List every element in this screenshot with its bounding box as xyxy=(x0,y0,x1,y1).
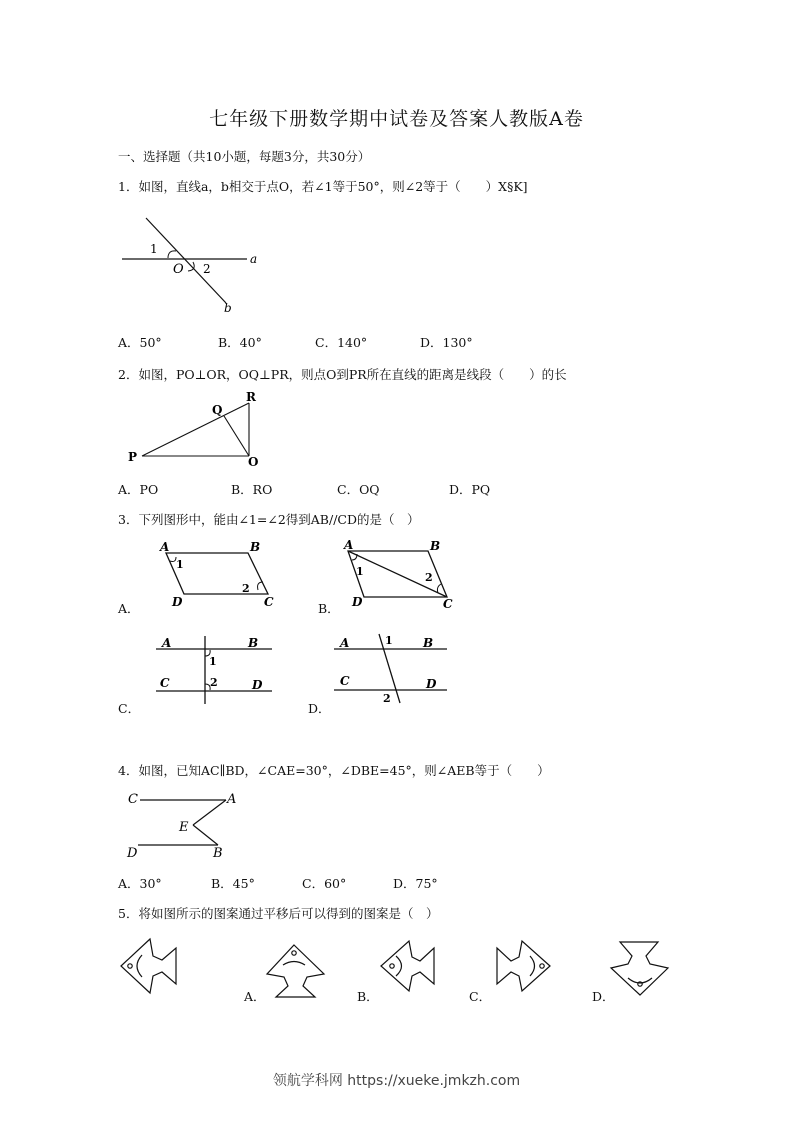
q1-label-1: 1 xyxy=(150,242,158,256)
q3-stem: 3．下列图形中，能由∠1=∠2得到AB//CD的是（ ） xyxy=(118,512,420,527)
q1-option-a: A．50° xyxy=(118,335,162,350)
q5-option-a: A． xyxy=(244,989,266,1004)
q4-option-a: A．30° xyxy=(118,876,162,891)
q3a-label-C: C xyxy=(264,595,274,609)
q4-label-B: B xyxy=(213,846,223,861)
q3a-label-A: A xyxy=(160,540,170,554)
q5-original-pattern xyxy=(121,939,176,993)
q4-stem: 4．如图，已知AC∥BD，∠CAE=30°，∠DBE=45°，则∠AEB等于（ ） xyxy=(118,763,550,778)
footer-watermark: 领航学科网 https://xueke.jmkzh.com xyxy=(272,1073,521,1089)
q2-label-Q: Q xyxy=(212,403,223,417)
q4-option-b: B．45° xyxy=(211,876,255,891)
q1-label-a: a xyxy=(250,252,258,266)
q5-option-b: B． xyxy=(357,989,379,1004)
q3b-label-C: C xyxy=(443,597,453,611)
q3d-label-C: C xyxy=(340,674,350,688)
q4-label-C: C xyxy=(128,792,138,807)
q4-label-A: A xyxy=(227,792,237,807)
q3c-label-1: 1 xyxy=(209,655,217,668)
q3-option-d: D． xyxy=(308,701,331,716)
q3d-label-A: A xyxy=(340,636,350,650)
q4-label-D: D xyxy=(127,846,138,861)
q3c-label-D: D xyxy=(252,678,263,692)
q2-option-b: B．RO xyxy=(231,482,273,497)
q5-pattern-c xyxy=(497,941,550,991)
q1-label-b: b xyxy=(224,301,232,315)
q3c-label-B: B xyxy=(248,636,259,650)
q4-label-E: E xyxy=(179,820,189,835)
q1-label-O: O xyxy=(173,262,184,277)
q3d-label-B: B xyxy=(423,636,434,650)
q1-option-c: C．140° xyxy=(315,335,368,350)
q1-option-d: D．130° xyxy=(420,335,473,350)
q3-option-b: B． xyxy=(318,601,340,616)
q3a-label-B: B xyxy=(250,540,261,554)
q2-label-R: R xyxy=(246,390,256,404)
q3b-label-D: D xyxy=(352,595,363,609)
q5-option-d: D． xyxy=(592,989,615,1004)
q3b-label-1: 1 xyxy=(356,565,364,578)
q5-pattern-d xyxy=(611,942,668,995)
q2-option-d: D．PQ xyxy=(449,482,491,497)
q3d-label-2: 2 xyxy=(383,692,391,705)
q3c-label-A: A xyxy=(162,636,172,650)
q3b-label-2: 2 xyxy=(425,571,433,584)
q1-stem: 1．如图，直线a，b相交于点O，若∠1等于50°，则∠2等于（ ）X§K] xyxy=(118,179,528,194)
q3d-label-D: D xyxy=(426,677,437,691)
q3a-label-1: 1 xyxy=(176,558,184,571)
q3c-label-C: C xyxy=(160,676,170,690)
q2-stem: 2．如图，PO⊥OR，OQ⊥PR，则点O到PR所在直线的距离是线段（ ）的长 xyxy=(118,367,567,382)
q3b-label-A: A xyxy=(344,538,354,552)
q3c-label-2: 2 xyxy=(210,676,218,689)
q2-label-P: P xyxy=(128,450,138,464)
q3b-label-B: B xyxy=(430,539,441,553)
q1-label-2: 2 xyxy=(203,262,211,276)
q3-option-c: C． xyxy=(118,701,141,716)
q3a-label-D: D xyxy=(172,595,183,609)
q4-option-c: C．60° xyxy=(302,876,347,891)
q3-option-a: A． xyxy=(118,601,140,616)
q3d-label-1: 1 xyxy=(385,634,393,647)
page-title: 七年级下册数学期中试卷及答案人教版A卷 xyxy=(209,108,584,130)
q5-option-c: C． xyxy=(469,989,492,1004)
q3a-label-2: 2 xyxy=(242,582,250,595)
q2-option-a: A．PO xyxy=(118,482,159,497)
q4-option-d: D．75° xyxy=(393,876,438,891)
q2-option-c: C．OQ xyxy=(337,482,380,497)
q5-stem: 5．将如图所示的图案通过平移后可以得到的图案是（ ） xyxy=(118,906,439,921)
q5-pattern-b xyxy=(381,941,434,991)
q1-option-b: B．40° xyxy=(218,335,262,350)
section-heading: 一、选择题（共10小题，每题3分，共30分） xyxy=(118,149,371,164)
q5-pattern-a xyxy=(267,945,324,997)
q2-label-O: O xyxy=(248,455,259,469)
